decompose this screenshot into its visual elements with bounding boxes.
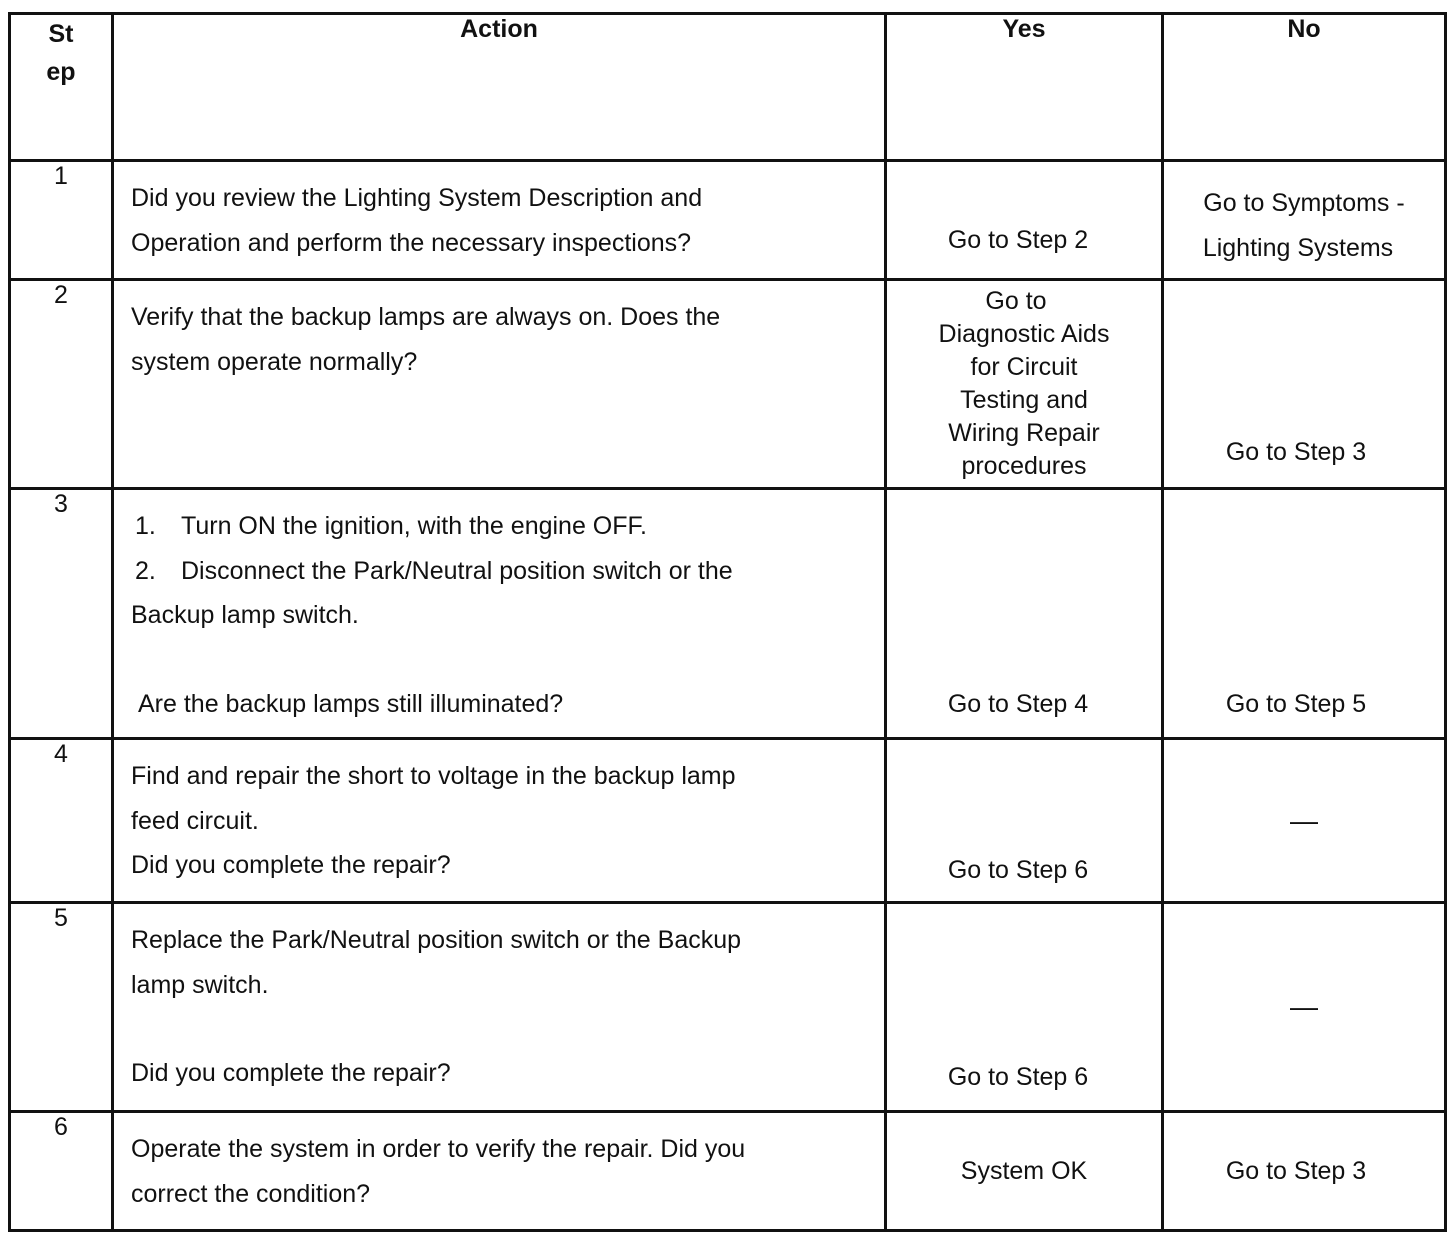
header-row xyxy=(10,14,1446,161)
step-number: 2 xyxy=(10,280,113,489)
no-text: Go to Step 3 xyxy=(1225,1156,1367,1185)
action-cell xyxy=(113,161,886,280)
action-line: system operate normally? xyxy=(131,347,418,376)
yes-cell xyxy=(886,161,1163,280)
step-number: 3 xyxy=(10,489,113,739)
no-line: Lighting Systems xyxy=(1202,233,1394,262)
header-no: No xyxy=(1163,14,1446,161)
spacer xyxy=(131,638,868,682)
list-item xyxy=(131,549,868,594)
action-cell xyxy=(113,1112,886,1231)
step-number: 1 xyxy=(10,161,113,280)
step-number: 5 xyxy=(10,903,113,1112)
table-row xyxy=(10,489,1446,739)
action-cell xyxy=(113,739,886,903)
no-text: Go to Step 3 xyxy=(1225,438,1367,466)
action-line: Operation and perform the necessary inspections? xyxy=(131,228,692,257)
yes-line: procedures xyxy=(961,452,1087,480)
yes-text: Go to Step 6 xyxy=(947,1063,1089,1091)
no-cell xyxy=(1163,161,1446,280)
action-line: feed circuit. xyxy=(131,806,259,835)
no-text: Go to Step 5 xyxy=(1225,690,1367,718)
list-item xyxy=(131,504,868,549)
yes-cell xyxy=(886,739,1163,903)
header-step-line1: St xyxy=(48,20,74,48)
no-cell xyxy=(1163,280,1446,489)
no-cell xyxy=(1163,739,1446,903)
no-cell xyxy=(1163,1112,1446,1231)
list-text: Turn ON the ignition, with the engine OFF. xyxy=(181,512,647,540)
action-line: lamp switch. xyxy=(131,970,269,999)
question-line: Are the backup lamps still illuminated? xyxy=(138,689,564,718)
list-text: Disconnect the Park/Neutral position switch or the xyxy=(181,556,733,585)
list-number: 2. xyxy=(135,556,156,585)
dash-text: — xyxy=(1290,991,1318,1022)
action-line: Did you complete the repair? xyxy=(131,851,451,879)
action-line: Find and repair the short to voltage in the backup lamp xyxy=(131,762,736,790)
no-cell xyxy=(1163,489,1446,739)
question-line: Did you complete the repair? xyxy=(131,1059,451,1087)
table-row xyxy=(10,1112,1446,1231)
action-line: correct the condition? xyxy=(131,1179,371,1208)
action-cell xyxy=(113,489,886,739)
no-cell xyxy=(1163,903,1446,1112)
yes-cell xyxy=(886,1112,1163,1231)
table-row xyxy=(10,739,1446,903)
yes-line: for Circuit xyxy=(970,353,1078,381)
yes-cell xyxy=(886,903,1163,1112)
yes-cell xyxy=(886,280,1163,489)
yes-line: Go to xyxy=(985,287,1047,315)
action-line: Verify that the backup lamps are always on. Does the xyxy=(131,303,721,331)
list-number: 1. xyxy=(135,512,156,540)
table-row xyxy=(10,903,1446,1112)
table-row xyxy=(10,161,1446,280)
yes-text: Go to Step 4 xyxy=(947,690,1089,718)
header-action: Action xyxy=(113,14,886,161)
no-line: Go to Symptoms - xyxy=(1203,189,1405,217)
yes-line: Testing and xyxy=(960,386,1088,414)
yes-text: Go to Step 2 xyxy=(947,226,1089,254)
yes-text: System OK xyxy=(960,1156,1088,1185)
header-yes: Yes xyxy=(886,14,1163,161)
yes-cell xyxy=(886,489,1163,739)
step-number: 6 xyxy=(10,1112,113,1231)
dash-text: — xyxy=(1290,804,1318,836)
action-line: Did you review the Lighting System Description and xyxy=(131,184,703,212)
action-cell xyxy=(113,280,886,489)
spacer xyxy=(131,1007,868,1051)
action-line: Replace the Park/Neutral position switch or the Backup xyxy=(131,926,742,954)
yes-line: Wiring Repair xyxy=(948,419,1100,447)
step-number: 4 xyxy=(10,739,113,903)
action-cell xyxy=(113,903,886,1112)
header-step xyxy=(10,14,113,161)
header-step-line2: ep xyxy=(46,58,76,86)
yes-line: Diagnostic Aids xyxy=(938,320,1110,348)
yes-text: Go to Step 6 xyxy=(947,856,1089,884)
table-row xyxy=(10,280,1446,489)
action-line: Backup lamp switch. xyxy=(131,601,359,629)
diagnostic-table xyxy=(8,12,1447,1232)
action-line: Operate the system in order to verify the repair. Did you xyxy=(131,1135,746,1163)
